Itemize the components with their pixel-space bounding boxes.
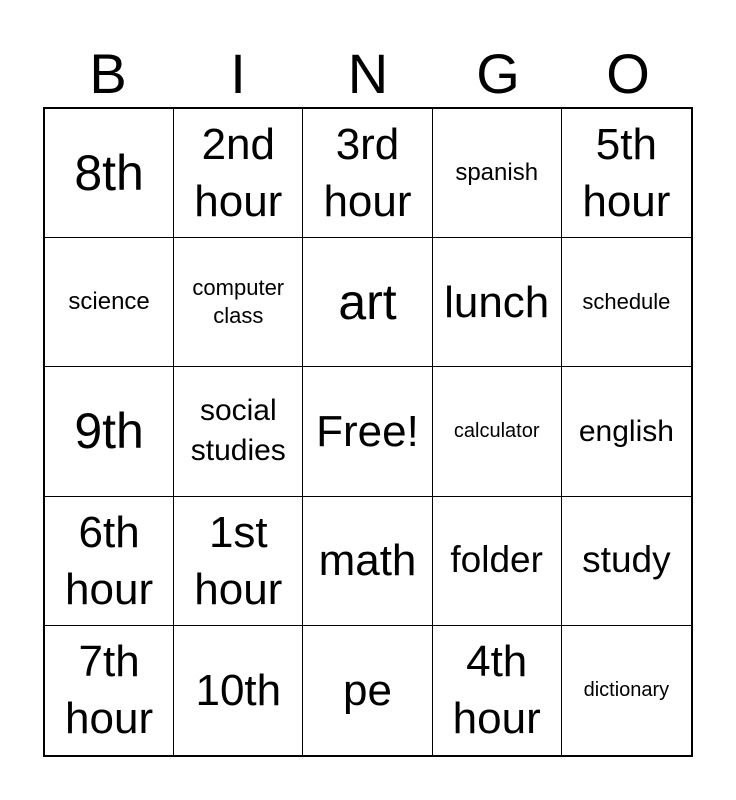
- bingo-cell: spanish: [433, 109, 562, 238]
- bingo-cell: 5th hour: [562, 109, 691, 238]
- bingo-cell: english: [562, 367, 691, 496]
- header-letter-i: I: [230, 42, 246, 105]
- bingo-cell-free: Free!: [303, 367, 432, 496]
- bingo-cell: art: [303, 238, 432, 367]
- header-letter-g: G: [476, 42, 520, 105]
- bingo-cell: 1st hour: [174, 497, 303, 626]
- bingo-cell: pe: [303, 626, 432, 755]
- bingo-cell: science: [45, 238, 174, 367]
- bingo-cell: study: [562, 497, 691, 626]
- bingo-cell: folder: [433, 497, 562, 626]
- header-letter-b: B: [89, 42, 127, 105]
- bingo-cell: schedule: [562, 238, 691, 367]
- bingo-cell: 2nd hour: [174, 109, 303, 238]
- bingo-card-grid: [43, 107, 693, 757]
- bingo-cell: 8th: [45, 109, 174, 238]
- bingo-cell: calculator: [433, 367, 562, 496]
- bingo-cell: computer class: [174, 238, 303, 367]
- bingo-cell: 9th: [45, 367, 174, 496]
- bingo-cell: lunch: [433, 238, 562, 367]
- bingo-cell: 6th hour: [45, 497, 174, 626]
- header-letter-n: N: [347, 42, 389, 105]
- bingo-cell: social studies: [174, 367, 303, 496]
- header-letter-o: O: [606, 42, 650, 105]
- bingo-header: [43, 40, 693, 108]
- bingo-cell: math: [303, 497, 432, 626]
- bingo-cell: 10th: [174, 626, 303, 755]
- bingo-cell: 4th hour: [433, 626, 562, 755]
- bingo-cell: 7th hour: [45, 626, 174, 755]
- bingo-cell: 3rd hour: [303, 109, 432, 238]
- bingo-cell: dictionary: [583, 679, 670, 702]
